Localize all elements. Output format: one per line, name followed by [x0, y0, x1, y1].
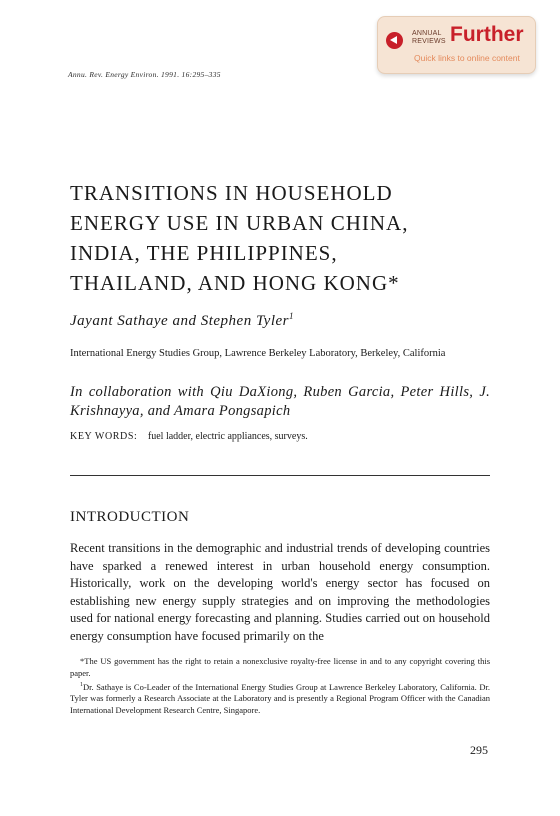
footnote-text: Dr. Sathaye is Co-Leader of the International Energy Studies Group at Lawrence Berkeley Laboratory, California. Dr. Tyler was formerly a Research Associate at the Laboratory and is presently a Regional Program Officer with the Canadian International Development Research Centre, Singapore.: [70, 681, 490, 715]
author-names: Jayant Sathaye and Stephen Tyler: [70, 313, 289, 329]
article-title: [70, 178, 408, 298]
further-banner[interactable]: [377, 16, 536, 74]
annual-reviews-logo: ANNUAL REVIEWS: [412, 30, 446, 45]
title-line: THAILAND, AND HONG KONG*: [70, 271, 400, 295]
footnote-text: The US government has the right to retain a nonexclusive royalty-free license in and to any copyright covering this paper.: [70, 656, 490, 678]
keywords: [70, 431, 308, 442]
journal-citation: Annu. Rev. Energy Environ. 1991. 16:295–335: [68, 70, 221, 79]
quick-links-link[interactable]: Quick links to online content: [414, 53, 520, 63]
further-label: Further: [450, 23, 524, 46]
affiliation: International Energy Studies Group, Lawrence Berkeley Laboratory, Berkeley, California: [70, 348, 446, 359]
footnote-mark: *: [80, 656, 85, 666]
page-number: 295: [470, 743, 488, 757]
collaborators: In collaboration with Qiu DaXiong, Ruben Garcia, Peter Hills, J. Krishnayya, and Amara Pongsapich: [70, 384, 490, 419]
section-heading: INTRODUCTION: [70, 509, 190, 525]
intro-paragraph: Recent transitions in the demographic and industrial trends of developing countries have sparked a renewed interest in urban household energy consumption. Historically, work on the developing world's energy sector has focused on establishing new energy supply strategies and on improving the methodologies used for national energy forecasting and planning. Studies carried out on household energy consumption have focused primarily on the: [70, 541, 490, 643]
footnote: [70, 656, 490, 679]
title-line: INDIA, THE PHILIPPINES,: [70, 241, 338, 265]
footnote-mark: 1: [80, 682, 83, 688]
author-footnote-mark: 1: [289, 311, 294, 321]
divider: [70, 475, 490, 476]
authors: [70, 311, 294, 330]
title-line: TRANSITIONS IN HOUSEHOLD: [70, 181, 393, 205]
play-icon: [386, 32, 403, 49]
title-line: ENERGY USE IN URBAN CHINA,: [70, 211, 409, 235]
keywords-value: fuel ladder, electric appliances, surveys.: [147, 431, 308, 442]
keywords-label: KEY WORDS:: [70, 431, 138, 442]
footnote: [70, 680, 490, 716]
